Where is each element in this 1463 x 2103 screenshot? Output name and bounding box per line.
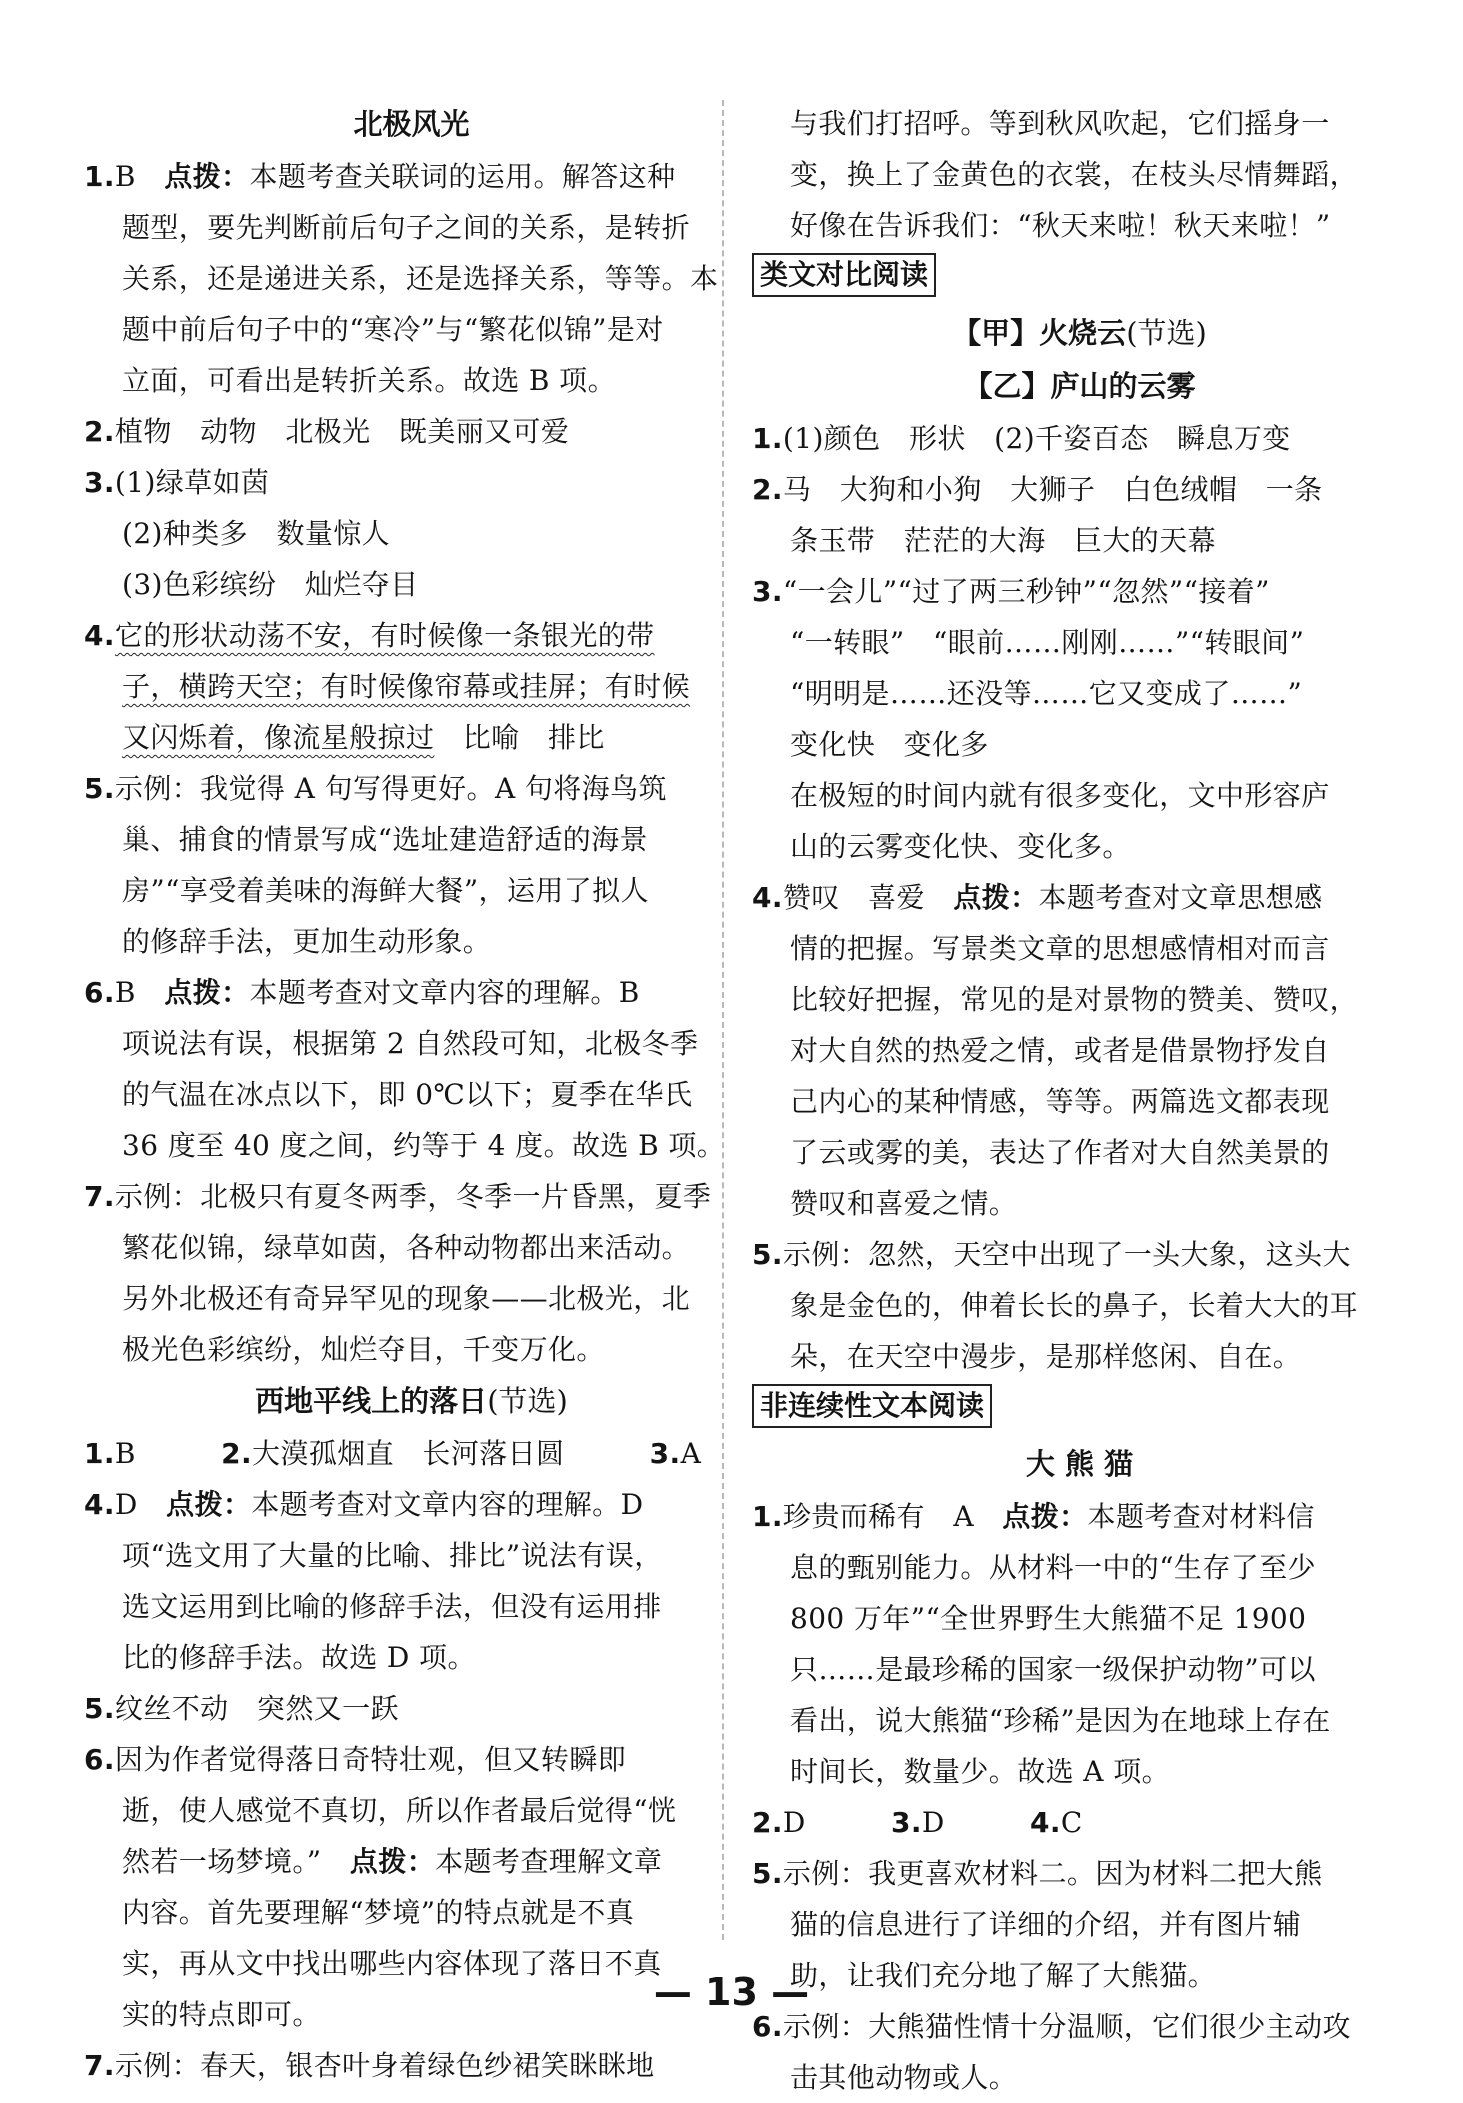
answer-line: 山的云雾变化快、变化多。	[790, 830, 1131, 863]
hint-marker: 点拨：	[166, 1488, 252, 1521]
answer-2	[752, 464, 1407, 515]
section-title-note: (节选)	[487, 1384, 568, 1418]
answer-line: 助，让我们充分地了解了大熊猫。	[790, 1959, 1217, 1992]
answer-line: “一转眼” “眼前……刚刚……”“转眼间”	[790, 626, 1305, 659]
answer-text: 马 大狗和小狗 大狮子 白色绒帽 一条	[782, 473, 1323, 506]
answer-3	[752, 566, 1407, 617]
answer-line: 另外北极还有奇异罕见的现象——北极光，北	[122, 1282, 691, 1315]
answer-number: 1.	[84, 160, 115, 193]
page-number: — 13 —	[653, 1970, 810, 2014]
answer-5	[752, 1848, 1407, 1899]
answer-line: 息的甄别能力。从材料一中的“生存了至少	[790, 1551, 1316, 1584]
answer-4	[84, 610, 739, 661]
answer-line: 关系，还是递进关系，还是选择关系，等等。本	[122, 262, 719, 295]
answer-line: 繁花似锦，绿草如茵，各种动物都出来活动。	[122, 1231, 691, 1264]
answer-7	[84, 2040, 739, 2091]
answer-number: 2.	[752, 1806, 783, 1839]
answer-line: 项说法有误，根据第 2 自然段可知，北极冬季	[122, 1027, 699, 1060]
answer-line: 条玉带 茫茫的大海 巨大的天幕	[790, 524, 1217, 557]
answer-number: 4.	[84, 619, 115, 652]
answers-2-4	[752, 1797, 1407, 1848]
answer-line: 的气温在冰点以下，即 0℃以下；夏季在华氏	[122, 1078, 693, 1111]
answer-line: 内容。首先要理解“梦境”的特点就是不真	[122, 1896, 635, 1929]
answer-text: B 点拨：本题考查关联词的运用。解答这种	[114, 160, 676, 193]
answers-1-3	[84, 1428, 739, 1479]
answer-number: 4.	[1029, 1806, 1061, 1839]
answer-number: 2.	[752, 473, 783, 506]
answer-number: 1.	[752, 1500, 783, 1533]
answer-text: (1)绿草如茵	[114, 466, 270, 499]
hint-marker: 点拨：	[164, 976, 250, 1009]
answer-line: 立面，可看出是转折关系。故选 B 项。	[122, 364, 616, 397]
answer-text: 示例：我更喜欢材料二。因为材料二把大熊	[782, 1857, 1323, 1890]
answer-7	[84, 1171, 739, 1222]
answer-number: 5.	[752, 1238, 783, 1271]
continued-line: 好像在告诉我们：“秋天来啦！秋天来啦！”	[790, 209, 1331, 242]
answer-1	[84, 151, 739, 202]
answer-text: A	[680, 1437, 702, 1470]
answer-line: 实，再从文中找出哪些内容体现了落日不真	[122, 1947, 662, 1980]
answer-6	[84, 967, 739, 1018]
continued-line: 变，换上了金黄色的衣裳，在枝头尽情舞蹈，	[790, 158, 1359, 191]
answer-3	[84, 457, 739, 508]
wavy-underlined-text: 又闪烁着，像流星般掠过	[122, 721, 435, 754]
answer-line	[84, 712, 739, 763]
answer-line: (3)色彩缤纷 灿烂夺目	[122, 568, 419, 601]
section-box-row	[752, 251, 1407, 307]
answer-5	[84, 763, 739, 814]
answer-5	[84, 1683, 739, 1734]
section-title-text: 西地平线上的落日	[255, 1384, 488, 1418]
answer-1	[752, 413, 1407, 464]
answer-text: 大漠孤烟直 长河落日圆	[252, 1437, 565, 1470]
answer-text: B 点拨：本题考查对文章内容的理解。B	[114, 976, 640, 1009]
answer-text: (1)颜色 形状 (2)千姿百态 瞬息万变	[782, 422, 1291, 455]
answer-text: 示例：北极只有夏冬两季，冬季一片昏黑，夏季	[114, 1180, 712, 1213]
section-title-text: 【甲】火烧云	[952, 316, 1127, 350]
answer-line: 情的把握。写景类文章的思想感情相对而言	[790, 932, 1330, 965]
answer-number: 2.	[221, 1437, 253, 1470]
answer-number: 4.	[84, 1488, 115, 1521]
section-title-luori	[84, 1375, 739, 1428]
answer-number: 3.	[84, 466, 115, 499]
section-label-box: 非连续性文本阅读	[752, 1384, 992, 1428]
answer-line: 对大自然的热爱之情，或者是借景物抒发自	[790, 1034, 1330, 1067]
answer-4	[752, 872, 1407, 923]
answer-line: 选文运用到比喻的修辞手法，但没有运用排	[122, 1590, 662, 1623]
answer-4	[84, 1479, 739, 1530]
answer-text: B	[114, 1437, 136, 1470]
answer-text: 示例：我觉得 A 句写得更好。A 句将海鸟筑	[114, 772, 667, 805]
answer-text: 因为作者觉得落日奇特壮观，但又转瞬即	[114, 1743, 627, 1776]
answer-line: 比较好把握，常见的是对景物的赞美、赞叹，	[790, 983, 1359, 1016]
answer-number: 2.	[84, 415, 115, 448]
answer-line: 题中前后句子中的“寒冷”与“繁花似锦”是对	[122, 313, 664, 346]
section-title-beiji: 北极风光	[353, 107, 470, 141]
answer-line: 项“选文用了大量的比喻、排比”说法有误，	[122, 1539, 663, 1572]
answer-number: 6.	[84, 1743, 115, 1776]
answer-line: 巢、捕食的情景写成“选址建造舒适的海景	[122, 823, 648, 856]
answer-number: 3.	[752, 575, 783, 608]
wavy-underlined-text: 子，横跨天空；有时候像帘幕或挂屏；有时候	[122, 670, 691, 703]
answer-text: 珍贵而稀有 A 点拨：本题考查对材料信	[782, 1500, 1315, 1533]
answer-line: 变化快 变化多	[790, 728, 989, 761]
answer-1	[752, 1491, 1407, 1542]
hint-marker: 点拨：	[164, 160, 250, 193]
answer-text: C	[1060, 1806, 1083, 1839]
answer-line: 极光色彩缤纷，灿烂夺目，千变万化。	[122, 1333, 605, 1366]
answer-text: 赞叹 喜爱 点拨：本题考查对文章思想感	[782, 881, 1323, 914]
answer-number: 3.	[890, 1806, 922, 1839]
answer-line: 猫的信息进行了详细的介绍，并有图片辅	[790, 1908, 1302, 1941]
answer-number: 7.	[84, 2049, 115, 2082]
answer-line: 实的特点即可。	[122, 1998, 321, 2031]
answer-line: 己内心的某种情感，等等。两篇选文都表现	[790, 1085, 1330, 1118]
section-box-row	[752, 1382, 1407, 1438]
answer-line: 时间长，数量少。故选 A 项。	[790, 1755, 1171, 1788]
answer-line: 朵，在天空中漫步，是那样悠闲、自在。	[790, 1340, 1302, 1373]
answer-text: 示例：忽然，天空中出现了一头大象，这头大	[782, 1238, 1351, 1271]
answer-line	[84, 661, 739, 712]
hint-marker: 点拨：	[1002, 1500, 1088, 1533]
section-title-lushan: 【乙】庐山的云雾	[963, 369, 1196, 403]
answer-text: 纹丝不动 突然又一跃	[114, 1692, 399, 1725]
section-title-huoshaoyun	[752, 307, 1407, 360]
answer-text: 比喻 排比	[434, 721, 605, 754]
answer-number: 6.	[84, 976, 115, 1009]
answer-line: 逝，使人感觉不真切，所以作者最后觉得“恍	[122, 1794, 677, 1827]
answer-2	[84, 406, 739, 457]
hint-marker: 点拨：	[349, 1845, 436, 1878]
answer-line: 看出，说大熊猫“珍稀”是因为在地球上存在	[790, 1704, 1331, 1737]
answer-line: 在极短的时间内就有很多变化，文中形容庐	[790, 779, 1330, 812]
section-title-note: (节选)	[1126, 316, 1207, 350]
section-label-box: 类文对比阅读	[752, 253, 936, 297]
left-column	[84, 98, 739, 2091]
answer-6	[84, 1734, 739, 1785]
answer-number: 3.	[649, 1437, 681, 1470]
answer-line: 800 万年”“全世界野生大熊猫不足 1900	[790, 1602, 1307, 1635]
answer-number: 5.	[84, 772, 115, 805]
section-title-panda: 大 熊 猫	[1025, 1447, 1134, 1481]
answer-text: D 点拨：本题考查对文章内容的理解。D	[114, 1488, 644, 1521]
answer-line: 36 度至 40 度之间，约等于 4 度。故选 B 项。	[122, 1129, 726, 1162]
answer-line: (2)种类多 数量惊人	[122, 517, 391, 550]
answer-line: 然若一场梦境。” 点拨：本题考查理解文章	[122, 1845, 663, 1878]
answer-line: 比的修辞手法。故选 D 项。	[122, 1641, 476, 1674]
answer-text: 示例：春天，银杏叶身着绿色纱裙笑眯眯地	[114, 2049, 655, 2082]
answer-line: 了云或雾的美，表达了作者对大自然美景的	[790, 1136, 1330, 1169]
answer-text: 示例：大熊猫性情十分温顺，它们很少主动攻	[782, 2010, 1351, 2043]
answer-number: 5.	[752, 1857, 783, 1890]
continued-line: 与我们打招呼。等到秋风吹起，它们摇身一	[790, 107, 1330, 140]
answer-text: D	[782, 1806, 806, 1839]
hint-marker: 点拨：	[953, 881, 1039, 914]
answer-line: 房”“享受着美味的海鲜大餐”，运用了拟人	[122, 874, 649, 907]
answer-line: 赞叹和喜爱之情。	[790, 1187, 1018, 1220]
answer-line: 击其他动物或人。	[790, 2061, 1018, 2094]
answer-text: D	[921, 1806, 945, 1839]
wavy-underlined-text: 它的形状动荡不安，有时候像一条银光的带	[114, 619, 655, 652]
answer-number: 5.	[84, 1692, 115, 1725]
answer-line: 题型，要先判断前后句子之间的关系，是转折	[122, 211, 691, 244]
answer-number: 4.	[752, 881, 783, 914]
answer-line: “明明是……还没等……它又变成了……”	[790, 677, 1303, 710]
answer-5	[752, 1229, 1407, 1280]
answer-line: 象是金色的，伸着长长的鼻子，长着大大的耳	[790, 1289, 1359, 1322]
right-column	[752, 98, 1407, 2103]
answer-line: 的修辞手法，更加生动形象。	[122, 925, 492, 958]
answer-text: “一会儿”“过了两三秒钟”“忽然”“接着”	[782, 575, 1270, 608]
answer-number: 1.	[84, 1437, 115, 1470]
answer-number: 7.	[84, 1180, 115, 1213]
answer-text: 植物 动物 北极光 既美丽又可爱	[114, 415, 570, 448]
answer-number: 1.	[752, 422, 783, 455]
answer-line: 只……是最珍稀的国家一级保护动物”可以	[790, 1653, 1316, 1686]
answer-number: 6.	[752, 2010, 783, 2043]
